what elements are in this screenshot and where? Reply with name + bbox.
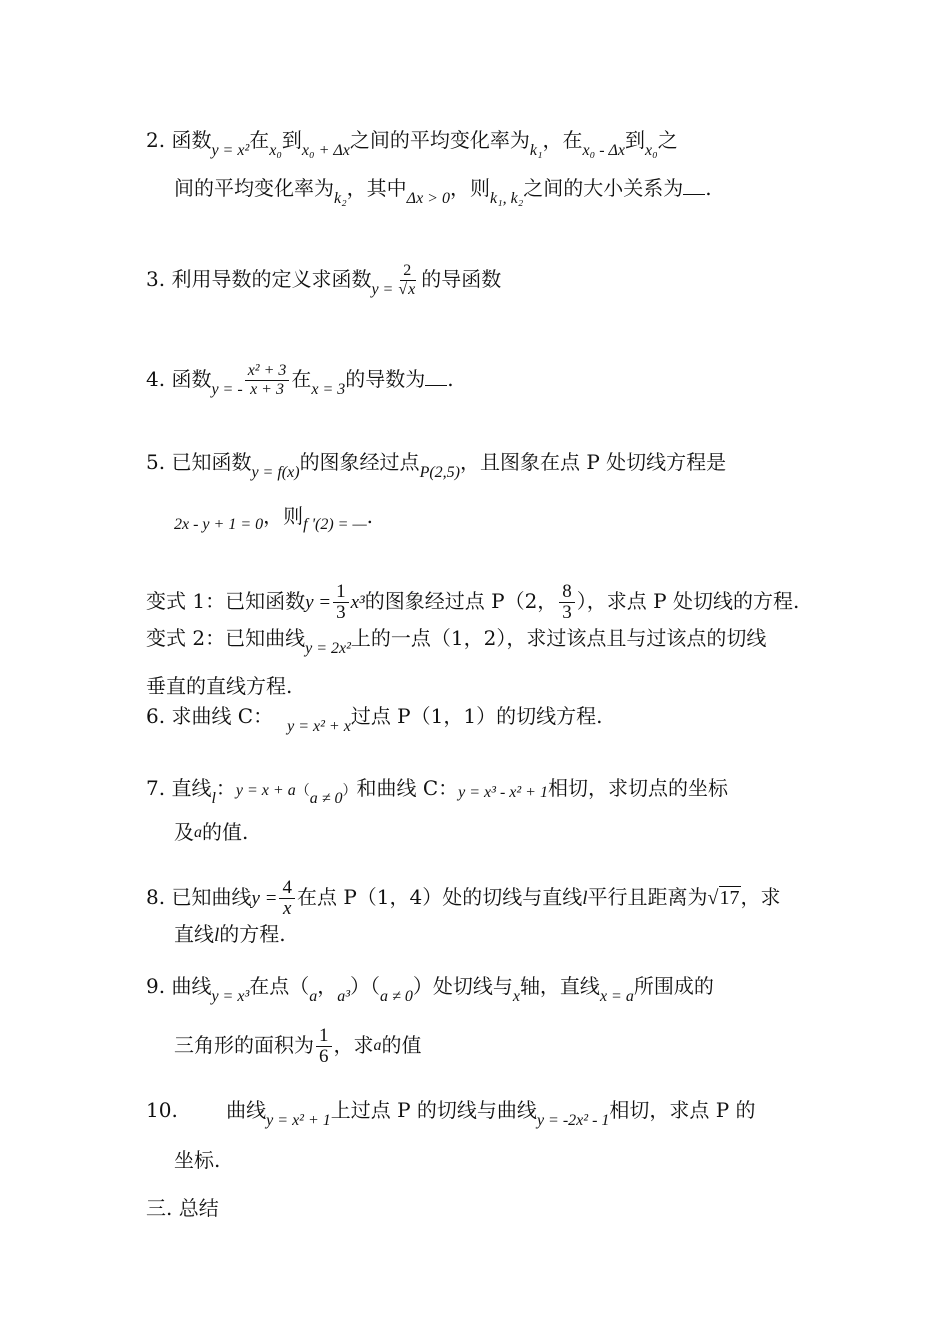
math-expression: x = 3	[311, 381, 346, 398]
text: 垂直的直线方程.	[146, 674, 293, 698]
question-3	[146, 262, 501, 299]
math-expression: y =	[251, 888, 278, 909]
text: 变式 1：已知函数	[146, 589, 306, 613]
text: ，且图象在点 P 处切线方程是	[460, 450, 727, 474]
text: 函数	[171, 367, 212, 391]
question-number: 4.	[146, 367, 166, 391]
math-expression: y = f(x)	[251, 464, 300, 481]
math-expression: l	[214, 925, 220, 946]
text: 在点（	[249, 974, 310, 998]
variant-1	[146, 582, 799, 623]
fraction	[279, 878, 295, 919]
text: 曲线	[171, 974, 212, 998]
fraction-denominator: x + 3	[250, 381, 284, 398]
fraction	[559, 582, 575, 623]
text: 直线	[171, 776, 212, 800]
text: 到	[281, 128, 302, 152]
question-7-line-1	[146, 774, 728, 805]
variant-2-line-1	[146, 624, 766, 655]
fraction-denominator: 6	[319, 1046, 329, 1067]
text: 的方程.	[219, 922, 286, 946]
math-expression: 2x - y + 1 = 0	[174, 516, 264, 533]
math-expression: k₁	[529, 142, 543, 159]
text: 上的一点（1，2），求过该点且与过该点的切线	[350, 626, 767, 650]
question-6	[146, 702, 602, 733]
question-8-line-2	[174, 920, 286, 950]
question-4	[146, 362, 454, 399]
question-9-line-2	[174, 1026, 422, 1067]
text: ，则	[263, 504, 304, 528]
fraction-numerator: 1	[316, 1026, 332, 1047]
text: 曲线	[226, 1098, 267, 1122]
question-9-line-1	[146, 972, 714, 1003]
math-expression: x₀ + Δx	[301, 142, 350, 159]
math-expression: y =	[305, 592, 332, 613]
question-number: 8.	[146, 885, 166, 909]
math-expression: y = 2x²	[305, 640, 351, 657]
math-expression: x₀ - Δx	[582, 142, 626, 159]
question-10-line-1	[146, 1096, 756, 1127]
text: .	[705, 176, 712, 200]
fraction	[245, 362, 290, 399]
math-expression: l	[211, 790, 216, 807]
text: 函数	[171, 128, 212, 152]
math-expression: y = -2x² - 1	[536, 1112, 610, 1129]
text: 求曲线 C：	[171, 704, 274, 728]
text: 轴，直线	[519, 974, 600, 998]
fraction-denominator: √x	[398, 281, 416, 298]
math-expression: x₀	[645, 142, 658, 159]
math-expression: l	[582, 888, 588, 909]
question-2-line-1	[146, 126, 678, 157]
question-number: 6.	[146, 704, 166, 728]
text: 到	[625, 128, 646, 152]
text: .	[366, 504, 374, 528]
text: 在点 P（1，4）处的切线与直线	[296, 885, 583, 909]
math-expression: a	[309, 988, 318, 1005]
text: 间的平均变化率为	[174, 176, 334, 200]
math-expression: y = x²	[211, 142, 250, 159]
heading-text: 三. 总结	[146, 1196, 219, 1220]
fraction	[333, 582, 349, 623]
text: 过点 P（1，1）的切线方程.	[350, 704, 603, 728]
math-expression: x = a	[599, 988, 634, 1005]
text: 在	[249, 128, 270, 152]
math-expression: a	[194, 824, 202, 841]
text: 的图象经过点	[299, 450, 420, 474]
text: .	[447, 367, 454, 391]
math-expression: x	[512, 988, 520, 1005]
text: 坐标.	[174, 1148, 221, 1172]
text: 之间的平均变化率为	[349, 128, 530, 152]
text: ，求	[333, 1033, 374, 1057]
question-number: 2.	[146, 128, 166, 152]
text: ），求点 P 处切线的方程.	[576, 589, 800, 613]
text: ，在	[542, 128, 583, 152]
sqrt-expression: √17	[707, 887, 740, 909]
math-expression: a³	[337, 988, 351, 1005]
text: 相切，求切点的坐标	[547, 776, 728, 800]
text: 和曲线 C：	[356, 776, 459, 800]
math-expression: y = x³ - x² + 1	[458, 784, 548, 801]
question-number: 9.	[146, 974, 166, 998]
math-expression: f '(2) = —	[303, 516, 367, 533]
fraction-numerator: x² + 3	[245, 362, 290, 381]
text: 及	[174, 820, 194, 844]
text: 变式 2：已知曲线	[146, 626, 306, 650]
section-heading-summary	[146, 1194, 219, 1222]
question-8-line-1	[146, 878, 781, 919]
text: 的图象经过点 P（2，	[364, 589, 558, 613]
math-expression: a	[373, 1037, 382, 1054]
question-number: 3.	[146, 267, 166, 291]
text: 平行且距离为	[587, 885, 708, 909]
text: 直线	[174, 922, 214, 946]
text: 的导函数	[421, 267, 502, 291]
question-number: 10.	[146, 1098, 178, 1122]
question-7-line-2	[174, 818, 248, 849]
text: 相切，求点 P 的	[609, 1098, 756, 1122]
answer-blank	[683, 176, 705, 195]
question-10-line-2	[174, 1146, 220, 1174]
text: ，	[317, 974, 338, 998]
question-2-line-2	[174, 174, 712, 205]
question-5-line-1	[146, 448, 726, 479]
fraction	[316, 1026, 332, 1067]
text: 在	[291, 367, 312, 391]
math-expression: k₁, k₂	[489, 190, 524, 207]
math-expression: y = -	[211, 381, 243, 398]
fraction-denominator: x	[283, 898, 292, 919]
text: 三角形的面积为	[174, 1033, 314, 1057]
question-number: 7.	[146, 776, 166, 800]
radicand: 17	[719, 887, 740, 909]
text: ）	[342, 783, 357, 799]
variant-2-line-2	[146, 672, 292, 700]
fraction-numerator: 2	[400, 262, 414, 281]
answer-blank	[425, 367, 447, 386]
math-expression: P(2,5)	[419, 464, 460, 481]
fraction-denominator: 3	[336, 602, 346, 623]
math-expression: k₂	[334, 190, 347, 207]
math-expression: y =	[371, 281, 394, 298]
text: ）（	[350, 974, 381, 998]
text: 的值.	[202, 820, 249, 844]
text: ，则	[449, 176, 490, 200]
fraction-denominator: 3	[562, 602, 572, 623]
text: 所围成的	[633, 974, 714, 998]
text: 的值	[381, 1033, 422, 1057]
text: （	[295, 783, 310, 799]
math-expression: x³	[350, 592, 365, 613]
math-expression: y = x² + 1	[266, 1112, 331, 1129]
radicand: x	[408, 281, 416, 298]
text: 利用导数的定义求函数	[171, 267, 372, 291]
fraction-numerator: 1	[333, 582, 349, 603]
text: 之间的大小关系为	[523, 176, 684, 200]
text: 已知函数	[171, 450, 252, 474]
question-5-line-2	[174, 502, 373, 533]
text: 之	[657, 128, 678, 152]
math-expression: y = x + a	[235, 782, 296, 799]
math-expression: a ≠ 0	[309, 790, 343, 807]
question-number: 5.	[146, 450, 166, 474]
text: 的导数为	[345, 367, 426, 391]
fraction-numerator: 8	[559, 582, 575, 603]
text: 已知曲线	[171, 885, 252, 909]
math-expression: a ≠ 0	[380, 988, 413, 1005]
math-expression: Δx > 0	[406, 190, 450, 207]
math-expression: x₀	[269, 142, 282, 159]
fraction-numerator: 4	[279, 878, 295, 899]
fraction	[395, 262, 419, 299]
text: ）处切线与	[412, 974, 513, 998]
text: ：	[215, 776, 236, 800]
text: ，其中	[346, 176, 407, 200]
math-expression: y = x³	[211, 988, 250, 1005]
math-expression: y = x² + x	[287, 718, 351, 735]
text: 上过点 P 的切线与曲线	[330, 1098, 537, 1122]
text: ，求	[740, 885, 781, 909]
